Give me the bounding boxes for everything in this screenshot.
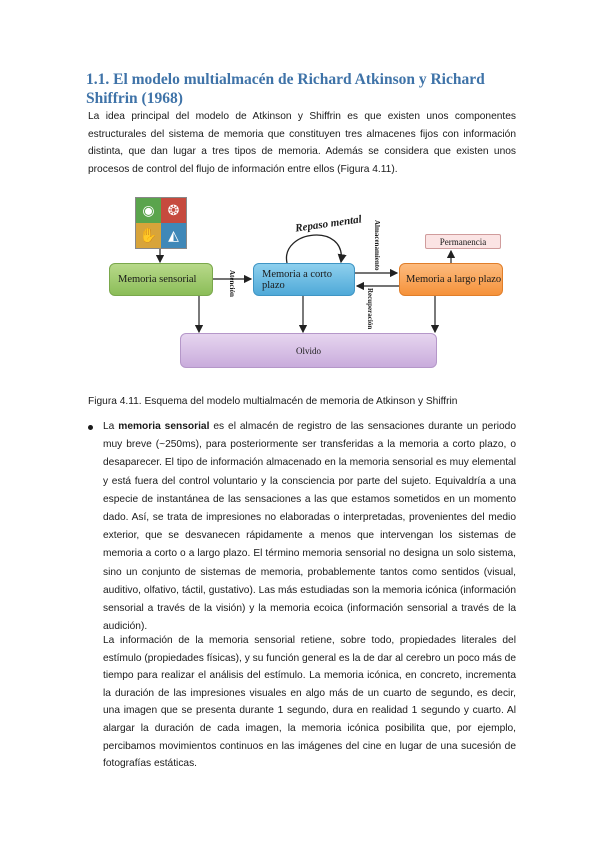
hand-icon: ✋ [136,223,161,248]
bullet-paragraph [103,418,516,636]
figure-caption: Figura 4.11. Esquema del modelo multialmacén de memoria de Atkinson y Shiffrin [88,396,458,407]
nose-icon: ◭ [161,223,186,248]
rehearsal-loop-arrow [286,235,341,263]
storage-label: Almacenamiento [373,220,381,271]
eye-icon: ◉ [136,198,161,223]
sensory-memory-box: Memoria sensorial [109,263,213,296]
rehearsal-label: Repaso mental [294,213,363,235]
second-paragraph: La información de la memoria sensorial retiene, sobre todo, propiedades literales del estímulo (propiedades físicas), y su función general es la de dar al cerebro un poco más de tiempo para realizar el análisis del estímulo. La memoria icónica, en concreto, incrementa la duración de las impresiones visuales en algo más de un cuarto de segundo, es decir, una imagen que se presenta durante 1 segundo, dura en realidad 1 segundo y cuarto. Al alargar la duración de cada imagen, la memoria icónica posibilita que, por ejemplo, percibamos movimientos continuos en las imágenes del cine en lugar de una sucesión de fotografías estáticas. [103,635,516,770]
permanence-box: Permanencia [425,234,501,249]
senses-image [135,197,187,249]
short-term-memory-box: Memoria a corto plazo [253,263,355,296]
ear-icon: ❂ [161,198,186,223]
retrieval-label: Recuperación [366,288,374,330]
bullet-term: memoria sensorial [118,421,210,432]
memory-model-figure [105,192,525,372]
intro-paragraph: La idea principal del modelo de Atkinson y Shiffrin es que existen unos componentes estructurales del sistema de memoria que constituyen tres almacenes fijos con información distinta, que dan lugar a tres tipos de memoria. Además se considera que existen unos procesos de control del flujo de información entre ellos (Figura 4.11). [88,111,516,175]
long-term-memory-box: Memoria a largo plazo [399,263,503,296]
forgetting-box: Olvido [180,333,437,368]
bullet-body: es el almacén de registro de las sensaciones durante un periodo muy breve (~250ms), para posteriormente ser transferidas a la memoria a corto plazo, o desaparecer. El tipo de información almacenado en la memoria sensorial es muy elemental y está fuera del control voluntario y la consciencia por parte del sujeto. Equivaldría a una especie de instantánea de las sensaciones a las que estamos sometidos en un momento dado. Así, se trata de impresiones no elaboradas o interpretadas, provenientes del medio exterior, que se desvanecen rápidamente a menos que intervengan los sistemas de memoria a corto o a largo plazo. El término memoria sensorial no designa un solo sistema, sino un conjunto de sistemas de memoria, probablemente tantos como sentidos (visual, auditivo, olfativo, táctil, gustativo). Las más estudiadas son la memoria icónica (información sensorial a través de la visión) y la memoria ecoica (información sensorial a través de la audición). [103,421,516,633]
attention-label: Atención [228,270,236,297]
section-heading: 1.1. El modelo multialmacén de Richard Atkinson y Richard Shiffrin (1968) [86,71,485,107]
bullet-dot [88,425,93,430]
bullet-lead: La [103,421,119,432]
